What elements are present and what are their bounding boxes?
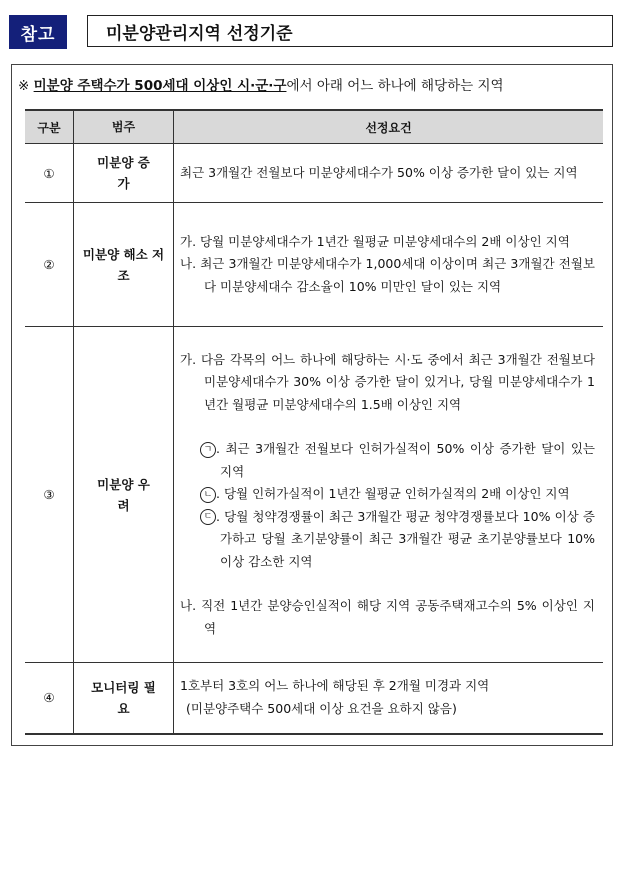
row-category	[74, 144, 174, 203]
col-header-criteria: 선정요건	[174, 110, 604, 144]
criteria-note: (미분양주택수 500세대 이상 요건을 요하지 않음)	[186, 700, 457, 716]
row-number: ④	[25, 663, 74, 734]
criteria-box	[11, 64, 613, 746]
reference-mark: ※	[18, 78, 30, 94]
criteria-subitem	[188, 483, 595, 506]
category-label: 미분양 해소 저조	[82, 246, 165, 283]
row-criteria	[174, 203, 604, 327]
row-criteria: 최근 3개월간 전월보다 미분양세대수가 50% 이상 증가한 달이 있는 지역	[174, 144, 604, 203]
reference-tag: 참고	[9, 15, 67, 49]
criteria-item: 가. 당월 미분양세대수가 1년간 월평균 미분양세대수의 2배 이상인 지역	[180, 233, 570, 249]
table-row	[25, 327, 603, 663]
intro-line	[18, 74, 606, 94]
table-row	[25, 203, 603, 327]
table-row	[25, 144, 603, 203]
criteria-table	[25, 109, 603, 735]
category-label: 모니터링 필요	[91, 679, 156, 716]
header	[9, 15, 614, 49]
intro-rest: 에서 아래 어느 하나에 해당하는 지역	[286, 78, 504, 94]
row-criteria	[174, 663, 604, 734]
row-number: ①	[25, 144, 74, 203]
category-label: 미분양 우려	[97, 476, 150, 513]
circled-letter: ㄱ	[200, 442, 216, 458]
subitem-text: . 당월 청약경쟁률이 최근 3개월간 평균 청약경쟁률보다 10% 이상 증가하고 당월 초기분양률이 최근 3개월간 평균 초기분양률보다 10% 이상 감소한 지역	[216, 508, 595, 569]
circled-letter: ㄷ	[200, 509, 216, 525]
col-header-category: 범주	[74, 110, 174, 144]
page-title: 미분양관리지역 선정기준	[87, 15, 613, 47]
criteria-subitem	[188, 438, 595, 483]
category-label: 미분양 증가	[97, 155, 150, 191]
circled-letter: ㄴ	[200, 487, 216, 503]
table-header-row	[25, 110, 603, 144]
row-category	[74, 203, 174, 327]
subitem-text: . 당월 인허가실적이 1년간 월평균 인허가실적의 2배 이상인 지역	[216, 486, 570, 502]
spacer	[180, 416, 595, 438]
row-category	[74, 663, 174, 734]
row-criteria	[174, 327, 604, 663]
criteria-line: 1호부터 3호의 어느 하나에 해당된 후 2개월 미경과 지역	[180, 678, 490, 694]
criteria-item: 가. 다음 각목의 어느 하나에 해당하는 시·도 중에서 최근 3개월간 전월보다 미분양세대수가 30% 이상 증가한 달이 있거나, 당월 미분양세대수가 1년간 월평균 미분양세대수의 1.5배 이상인 지역	[180, 351, 595, 412]
criteria-item: 나. 최근 3개월간 미분양세대수가 1,000세대 이상이며 최근 3개월간 전월보다 미분양세대수 감소율이 10% 미만인 달이 있는 지역	[180, 256, 595, 294]
row-number: ③	[25, 327, 74, 663]
table-row	[25, 663, 603, 734]
row-category	[74, 327, 174, 663]
col-header-no: 구분	[25, 110, 74, 144]
row-number: ②	[25, 203, 74, 327]
spacer	[180, 573, 595, 595]
criteria-subitem	[188, 506, 595, 574]
intro-emphasis: 미분양 주택수가 500세대 이상인 시·군·구	[33, 78, 287, 94]
subitem-text: . 최근 3개월간 전월보다 인허가실적이 50% 이상 증가한 달이 있는 지역	[216, 441, 595, 479]
criteria-item: 나. 직전 1년간 분양승인실적이 해당 지역 공동주택재고수의 5% 이상인 지역	[180, 598, 595, 636]
